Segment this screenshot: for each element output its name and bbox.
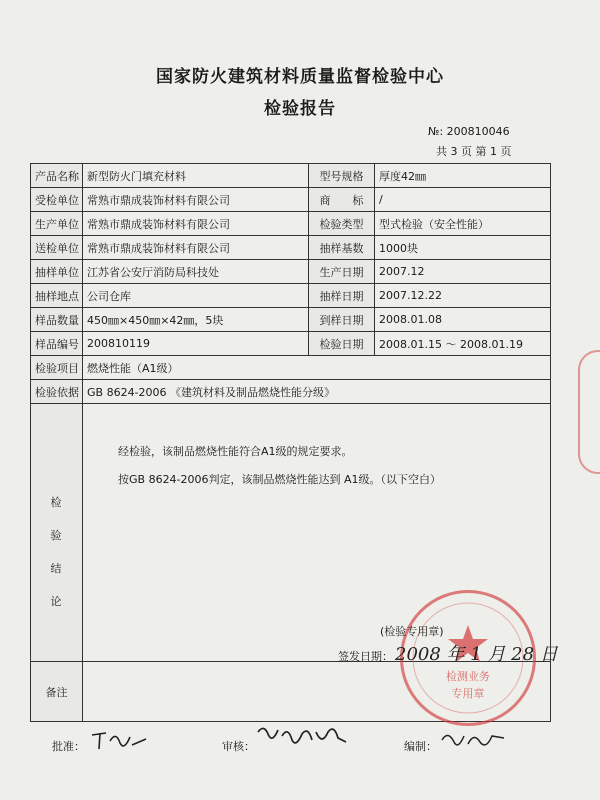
sample-no-value: 200810119 <box>83 332 309 356</box>
reviewer-signature-icon <box>254 722 350 752</box>
sample-base-label: 抽样基数 <box>309 236 375 260</box>
remark-label: 备注 <box>31 662 83 722</box>
table-row <box>31 332 551 356</box>
table-row <box>31 188 551 212</box>
sample-base-value: 1000块 <box>375 236 551 260</box>
item-value: 燃烧性能（A1级） <box>83 356 551 380</box>
trademark-label: 商 标 <box>309 188 375 212</box>
producer-label: 生产单位 <box>31 212 83 236</box>
client-label: 受检单位 <box>31 188 83 212</box>
table-row <box>31 284 551 308</box>
production-date-value: 2007.12 <box>375 260 551 284</box>
compiler-label: 编制： <box>404 740 437 753</box>
client-value: 常熟市鼎成装饰材料有限公司 <box>83 188 309 212</box>
table-row <box>31 380 551 404</box>
table-row <box>31 308 551 332</box>
issue-date-label: 签发日期： <box>338 650 393 663</box>
table-row <box>31 212 551 236</box>
sample-date-label: 抽样日期 <box>309 284 375 308</box>
sample-place-value: 公司仓库 <box>83 284 309 308</box>
sample-date-value: 2007.12.22 <box>375 284 551 308</box>
arrival-date-label: 到样日期 <box>309 308 375 332</box>
conclusion-text-2: 按GB 8624-2006判定，该制品燃烧性能达到 A1级。（以下空白） <box>118 473 442 486</box>
model-value: 厚度42㎜ <box>375 164 551 188</box>
approver-signature-icon <box>90 727 150 753</box>
sender-label: 送检单位 <box>31 236 83 260</box>
stamp-text-1: 检测业务 <box>446 670 490 683</box>
production-date-label: 生产日期 <box>309 260 375 284</box>
compiler-signature-icon <box>438 726 508 752</box>
report-number: №: 200810046 <box>428 125 510 138</box>
stamp-note: (检验专用章) <box>380 625 444 638</box>
center-title: 国家防火建筑材料质量监督检验中心 <box>156 67 444 87</box>
item-label: 检验项目 <box>31 356 83 380</box>
page-info: 共 3 页 第 1 页 <box>436 145 512 158</box>
sampler-label: 抽样单位 <box>31 260 83 284</box>
quantity-label: 样品数量 <box>31 308 83 332</box>
basis-value: GB 8624-2006 《建筑材料及制品燃烧性能分级》 <box>83 380 551 404</box>
test-date-label: 检验日期 <box>309 332 375 356</box>
product-name-value: 新型防火门填充材料 <box>83 164 309 188</box>
table-row <box>31 164 551 188</box>
table-row <box>31 356 551 380</box>
test-date-value: 2008.01.15 ～ 2008.01.19 <box>375 332 551 356</box>
basis-label: 检验依据 <box>31 380 83 404</box>
stamp-text-2: 专用章 <box>451 687 485 700</box>
sender-value: 常熟市鼎成装饰材料有限公司 <box>83 236 309 260</box>
sample-no-label: 样品编号 <box>31 332 83 356</box>
quantity-value: 450㎜×450㎜×42㎜，5块 <box>83 308 309 332</box>
side-seal <box>578 350 600 474</box>
trademark-value: / <box>375 188 551 212</box>
model-label: 型号规格 <box>309 164 375 188</box>
producer-value: 常熟市鼎成装饰材料有限公司 <box>83 212 309 236</box>
reviewer-label: 审核： <box>222 740 255 753</box>
test-type-value: 型式检验（安全性能） <box>375 212 551 236</box>
conclusion-text-1: 经检验，该制品燃烧性能符合A1级的规定要求。 <box>118 445 353 458</box>
sample-place-label: 抽样地点 <box>31 284 83 308</box>
issue-date-handwritten: 2008 年 1 月 28 日 <box>395 644 558 665</box>
report-subtitle: 检验报告 <box>264 99 336 119</box>
table-row <box>31 236 551 260</box>
approver-label: 批准： <box>52 740 85 753</box>
table-row <box>31 260 551 284</box>
conclusion-label: 检 验 结 论 <box>50 496 62 608</box>
arrival-date-value: 2008.01.08 <box>375 308 551 332</box>
sampler-value: 江苏省公安厅消防局科技处 <box>83 260 309 284</box>
test-type-label: 检验类型 <box>309 212 375 236</box>
product-name-label: 产品名称 <box>31 164 83 188</box>
